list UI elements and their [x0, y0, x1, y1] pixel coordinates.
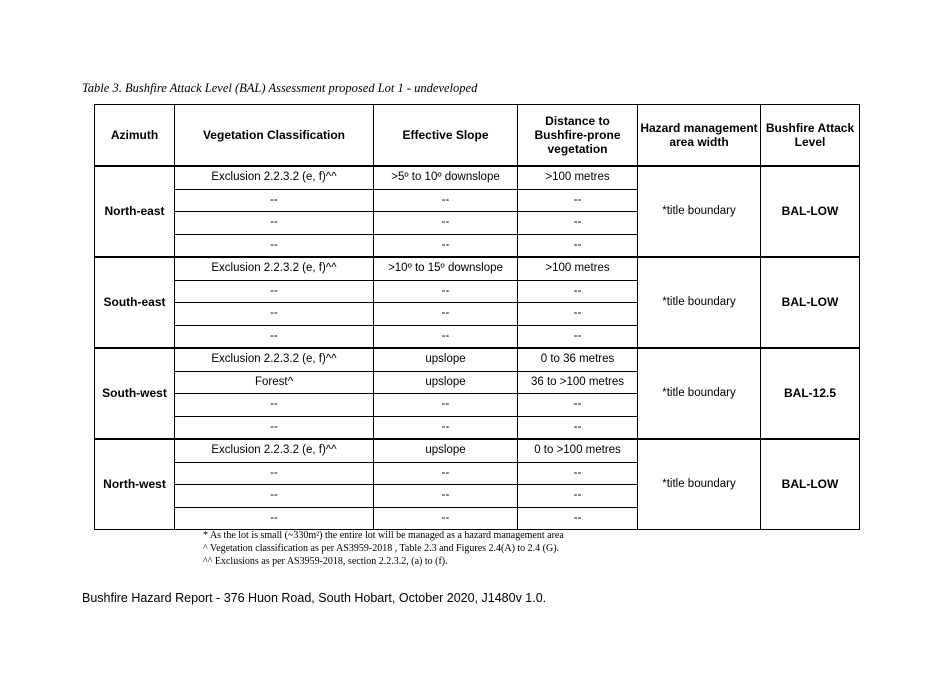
vegetation-cell: -- — [175, 189, 374, 212]
azimuth-cell: South-east — [95, 257, 175, 348]
distance-cell: -- — [518, 416, 638, 439]
vegetation-cell: Exclusion 2.2.3.2 (e, f)^^ — [175, 348, 374, 371]
vegetation-cell: -- — [175, 507, 374, 530]
distance-cell: -- — [518, 303, 638, 326]
slope-cell: -- — [374, 303, 518, 326]
vegetation-cell: Exclusion 2.2.3.2 (e, f)^^ — [175, 439, 374, 462]
note-title-boundary: * As the lot is small (~330m²) the entire lot will be managed as a hazard management area — [203, 530, 564, 541]
distance-cell: -- — [518, 234, 638, 257]
slope-cell: -- — [374, 394, 518, 417]
bal-assessment-table — [94, 104, 860, 530]
slope-cell: -- — [374, 234, 518, 257]
header-distance: Distance to Bushfire-prone vegetation — [518, 105, 638, 167]
slope-cell: upslope — [374, 439, 518, 462]
slope-cell: >10º to 15º downslope — [374, 257, 518, 280]
vegetation-cell: -- — [175, 280, 374, 303]
slope-cell: -- — [374, 485, 518, 508]
header-vegetation: Vegetation Classification — [175, 105, 374, 167]
header-slope: Effective Slope — [374, 105, 518, 167]
vegetation-cell: -- — [175, 416, 374, 439]
table-row — [95, 166, 860, 189]
group-south-east — [95, 257, 860, 348]
header-azimuth: Azimuth — [95, 105, 175, 167]
table-row — [95, 439, 860, 462]
header-bal: Bushfire Attack Level — [761, 105, 860, 167]
distance-cell: -- — [518, 394, 638, 417]
group-north-west — [95, 439, 860, 530]
table-row — [95, 257, 860, 280]
bal-cell: BAL-LOW — [761, 166, 860, 257]
slope-cell: upslope — [374, 348, 518, 371]
vegetation-cell: -- — [175, 394, 374, 417]
vegetation-cell: -- — [175, 485, 374, 508]
slope-cell: >5º to 10º downslope — [374, 166, 518, 189]
vegetation-cell: -- — [175, 212, 374, 235]
hazard-width-cell: *title boundary — [638, 257, 761, 348]
distance-cell: -- — [518, 507, 638, 530]
slope-cell: -- — [374, 189, 518, 212]
note-exclusions: ^^ Exclusions as per AS3959-2018, section 2.2.3.2, (a) to (f). — [203, 556, 448, 567]
distance-cell: 36 to >100 metres — [518, 371, 638, 394]
distance-cell: -- — [518, 485, 638, 508]
slope-cell: -- — [374, 212, 518, 235]
hazard-width-cell: *title boundary — [638, 439, 761, 530]
vegetation-cell: Forest^ — [175, 371, 374, 394]
azimuth-cell: South-west — [95, 348, 175, 439]
distance-cell: -- — [518, 280, 638, 303]
vegetation-cell: -- — [175, 234, 374, 257]
vegetation-cell: -- — [175, 325, 374, 348]
slope-cell: -- — [374, 280, 518, 303]
vegetation-cell: Exclusion 2.2.3.2 (e, f)^^ — [175, 257, 374, 280]
distance-cell: -- — [518, 212, 638, 235]
bal-cell: BAL-LOW — [761, 257, 860, 348]
distance-cell: 0 to 36 metres — [518, 348, 638, 371]
distance-cell: >100 metres — [518, 166, 638, 189]
slope-cell: -- — [374, 325, 518, 348]
note-vegetation-classification: ^ Vegetation classification as per AS3959-2018 , Table 2.3 and Figures 2.4(A) to 2.4 (G). — [203, 543, 560, 554]
table-notes — [203, 529, 564, 568]
slope-cell: -- — [374, 507, 518, 530]
distance-cell: -- — [518, 325, 638, 348]
distance-cell: 0 to >100 metres — [518, 439, 638, 462]
group-north-east — [95, 166, 860, 257]
slope-cell: upslope — [374, 371, 518, 394]
distance-cell: -- — [518, 189, 638, 212]
slope-cell: -- — [374, 462, 518, 485]
vegetation-cell: -- — [175, 462, 374, 485]
vegetation-cell: Exclusion 2.2.3.2 (e, f)^^ — [175, 166, 374, 189]
bal-cell: BAL-12.5 — [761, 348, 860, 439]
azimuth-cell: North-west — [95, 439, 175, 530]
table-header-row — [95, 105, 860, 167]
table-caption: Table 3. Bushfire Attack Level (BAL) Assessment proposed Lot 1 - undeveloped — [82, 81, 478, 95]
azimuth-cell: North-east — [95, 166, 175, 257]
slope-cell: -- — [374, 416, 518, 439]
vegetation-cell: -- — [175, 303, 374, 326]
hazard-width-cell: *title boundary — [638, 348, 761, 439]
report-footer: Bushfire Hazard Report - 376 Huon Road, South Hobart, October 2020, J1480v 1.0. — [82, 591, 547, 605]
hazard-width-cell: *title boundary — [638, 166, 761, 257]
header-hazard-width: Hazard management area width — [638, 105, 761, 167]
table-row — [95, 348, 860, 371]
distance-cell: -- — [518, 462, 638, 485]
distance-cell: >100 metres — [518, 257, 638, 280]
group-south-west — [95, 348, 860, 439]
bal-cell: BAL-LOW — [761, 439, 860, 530]
